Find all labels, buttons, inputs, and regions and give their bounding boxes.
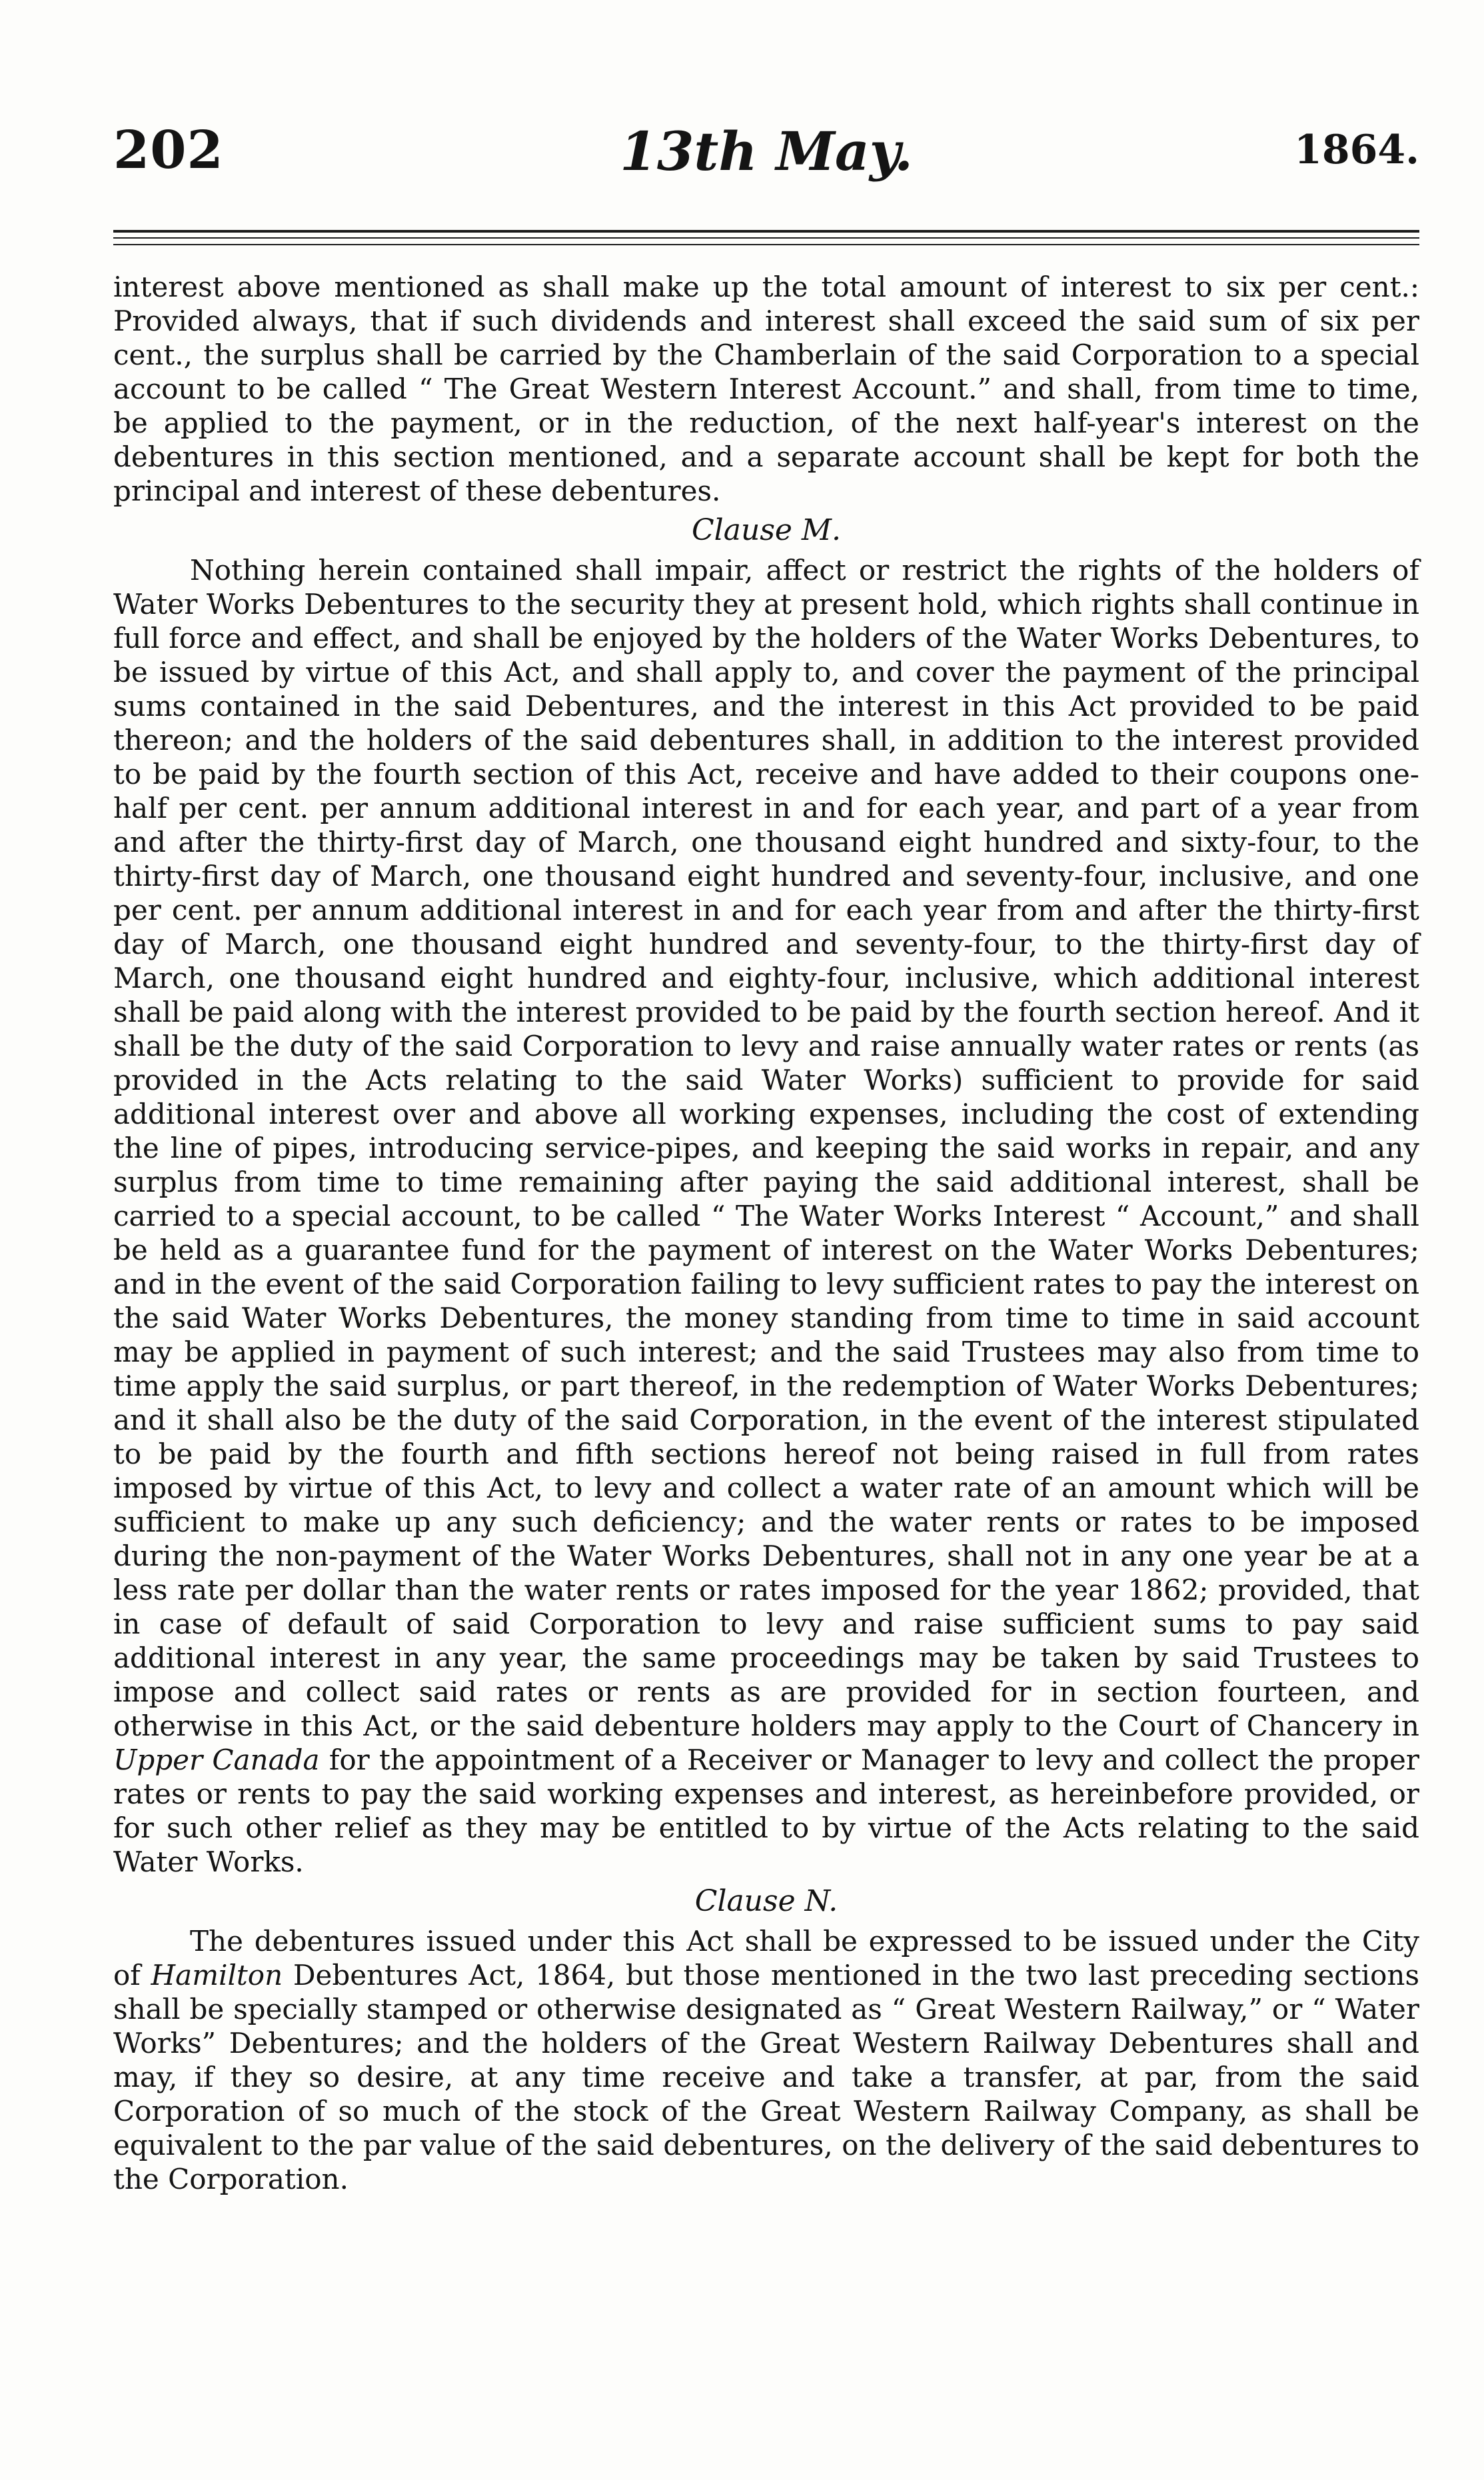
clause-n-text-end: Debentures Act, 1864, but those mentioned in the two last preceding sections shall be specially stamped or otherwise designated as “ Great Western Railway,” or “ Water Works” Debentures; and the holders of the Great Western Railway Debentures shall and may, if they so desire, at any time receive and take a transfer, at par, from the said Corporation of so much of the stock of the Great Western Railway Company, as shall be equivalent to the par value of the said debentures, on the delivery of the said debentures to the Corporation.	[113, 1959, 1420, 2195]
paragraph-clause-m	[113, 553, 1419, 1879]
header-rule-thin-lower	[113, 244, 1419, 245]
place-upper-canada: Upper Canada	[113, 1744, 320, 1776]
header-year: 1864.	[1294, 127, 1419, 173]
clause-n-text-start: The debentures issued under this Act shall be expressed to be issued under the City of	[113, 1925, 1419, 1991]
running-title: 13th May.	[620, 120, 913, 183]
page-header	[113, 120, 1419, 193]
body-text	[113, 270, 1419, 2196]
paragraph-clause-n	[113, 1924, 1419, 2196]
header-rule-thin	[113, 237, 1419, 239]
header-rule-thick	[113, 230, 1419, 233]
clause-n-heading: Clause N.	[694, 1884, 838, 1918]
paragraph-continuation: interest above mentioned as shall make up the total amount of interest to six per cent.: Provided always, that if such dividends and interest shall exceed the said sum of six per cent., the surplus shall be carried by the Chamberlain of the said Corporation to a special account to be called “ The Great Western Interest Account.” and shall, from time to time, be applied to the payment, or in the reduction, of the next half-year's interest on the debentures in this section mentioned, and a separate account shall be kept for both the principal and interest of these debentures.	[113, 271, 1419, 507]
clause-m-heading: Clause M.	[692, 513, 841, 547]
page-number: 202	[113, 120, 224, 181]
clause-m-text: Nothing herein contained shall impair, affect or restrict the rights of the holders of Water Works Debentures to the security they at present hold, which rights shall continue in full force and effect, and shall be enjoyed by the holders of the Water Works Debentures, to be issued by virtue of this Act, and shall apply to, and cover the payment of the principal sums contained in the said Debentures, and the interest in this Act provided to be paid thereon; and the holders of the said debentures shall, in addition to the interest provided to be paid by the fourth section of this Act, receive and have added to their coupons one-half per cent. per annum additional interest in and for each year, and part of a year from and after the thirty-first day of March, one thousand eight hundred and sixty-four, to the thirty-first day of March, one thousand eight hundred and seventy-four, inclusive, and one per cent. per annum additional interest in and for each year from and after the thirty-first day of March, one thousand eight hundred and seventy-four, to the thirty-first day of March, one thousand eight hundred and eighty-four, inclusive, which additional interest shall be paid along with the interest provided to be paid by the fourth section hereof. And it shall be the duty of the said Corporation to levy and raise annually water rates or rents (as provided in the Acts relating to the said Water Works) sufficient to provide for said additional interest over and above all working expenses, including the cost of extending the line of pipes, introducing service-pipes, and keeping the said works in repair, and any surplus from time to time remaining after paying the said additional interest, shall be carried to a special account, to be called “ The Water Works Interest “ Account,” and shall be held as a guarantee fund for the payment of interest on the Water Works Debentures; and in the event of the said Corporation failing to levy sufficient rates to pay the interest on the said Water Works Debentures, the money standing from time to time in said account may be applied in payment of such interest; and the said Trustees may also from time to time apply the said surplus, or part thereof, in the redemption of Water Works Debentures; and it shall also be the duty of the said Corporation, in the event of the interest stipulated to be paid by the fourth and fifth sections hereof not being raised in full from rates imposed by virtue of this Act, to levy and collect a water rate of an amount which will be sufficient to make up any such deficiency; and the water rents or rates to be imposed during the non-payment of the Water Works Debentures, shall not in any one year be at a less rate per dollar than the water rents or rates imposed for the year 1862; provided, that in case of default of said Corporation to levy and raise sufficient sums to pay said additional interest in any year, the same proceedings may be taken by said Trustees to impose and collect said rates or rents as are provided for in section fourteen, and otherwise in this Act, or the said debenture holders may apply to the Court of Chancery in	[113, 554, 1419, 1742]
place-hamilton: Hamilton	[151, 1959, 283, 1991]
clause-m-text-end: for the appointment of a Receiver or Manager to levy and collect the proper rates or rents to pay the said working expenses and interest, as hereinbefore provided, or for such other relief as they may be entitled to by virtue of the Acts relating to the said Water Works.	[113, 1744, 1419, 1878]
